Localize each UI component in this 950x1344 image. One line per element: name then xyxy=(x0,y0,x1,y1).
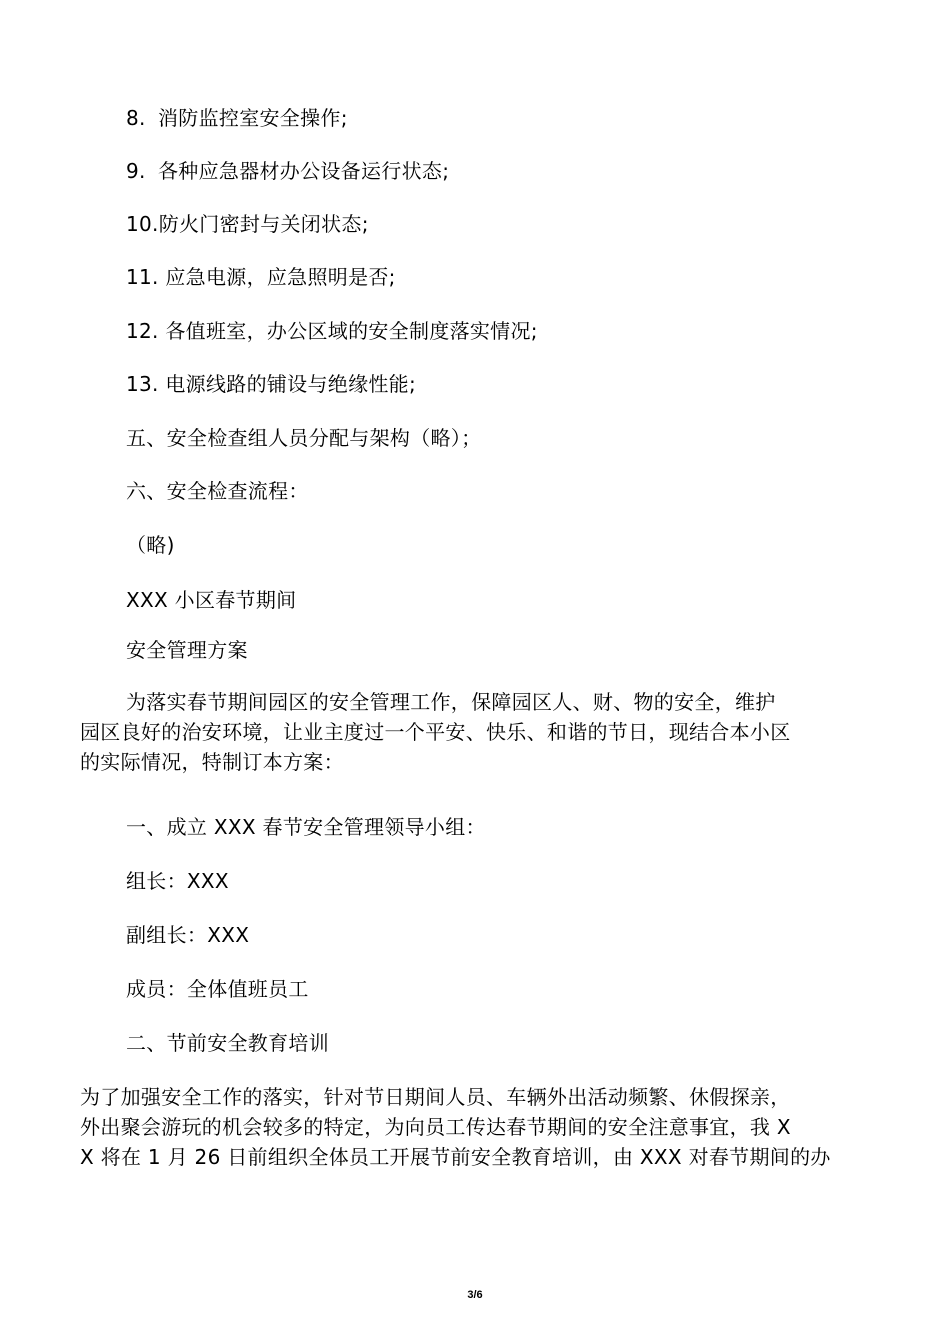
intro-paragraph xyxy=(80,687,791,777)
body-text: 副组长：XXX xyxy=(126,923,250,947)
body-text: 成员：全体值班员工 xyxy=(126,977,309,1001)
list-item-text: 各种应急器材办公设备运行状态; xyxy=(158,159,450,183)
paragraph-line: 外出聚会游玩的机会较多的特定，为向员工传达春节期间的安全注意事宜，我 X xyxy=(80,1115,791,1139)
paragraph-line: X 将在 1 月 26 日前组织全体员工开展节前安全教育培训，由 XXX 对春节期间的办 xyxy=(80,1145,831,1169)
list-item: 11. 应急电源，应急照明是否; xyxy=(126,265,396,289)
list-item-number: 8. xyxy=(126,106,146,130)
list-item xyxy=(126,103,348,133)
paragraph-line: 为了加强安全工作的落实，针对节日期间人员、车辆外出活动频繁、休假探亲， xyxy=(80,1085,791,1109)
document-title: XXX 小区春节期间 xyxy=(126,588,297,612)
document-subtitle: 安全管理方案 xyxy=(126,638,248,662)
section-heading: 二、节前安全教育培训 xyxy=(126,1031,329,1055)
paragraph-line: 的实际情况，特制订本方案： xyxy=(80,750,344,774)
section-heading: 一、成立 XXX 春节安全管理领导小组： xyxy=(126,815,486,839)
list-item: 10.防火门密封与关闭状态; xyxy=(126,212,369,236)
section-heading: 五、安全检查组人员分配与架构（略）； xyxy=(126,426,482,450)
section-heading: 六、安全检查流程： xyxy=(126,479,309,503)
list-item xyxy=(126,156,449,186)
list-item-number: 9. xyxy=(126,159,146,183)
body-text: 组长：XXX xyxy=(126,869,229,893)
paragraph-line: 为落实春节期间园区的安全管理工作，保障园区人、财、物的安全，维护 xyxy=(126,690,776,714)
list-item: 13. 电源线路的铺设与绝缘性能; xyxy=(126,372,417,396)
paragraph-line: 园区良好的治安环境，让业主度过一个平安、快乐、和谐的节日，现结合本小区 xyxy=(80,720,791,744)
list-item-text: 消防监控室安全操作; xyxy=(158,106,348,130)
body-text: （略) xyxy=(126,533,175,557)
list-item: 12. 各值班室，办公区域的安全制度落实情况; xyxy=(126,319,538,343)
training-paragraph xyxy=(80,1082,831,1172)
page-number: 3/6 xyxy=(467,1289,483,1301)
